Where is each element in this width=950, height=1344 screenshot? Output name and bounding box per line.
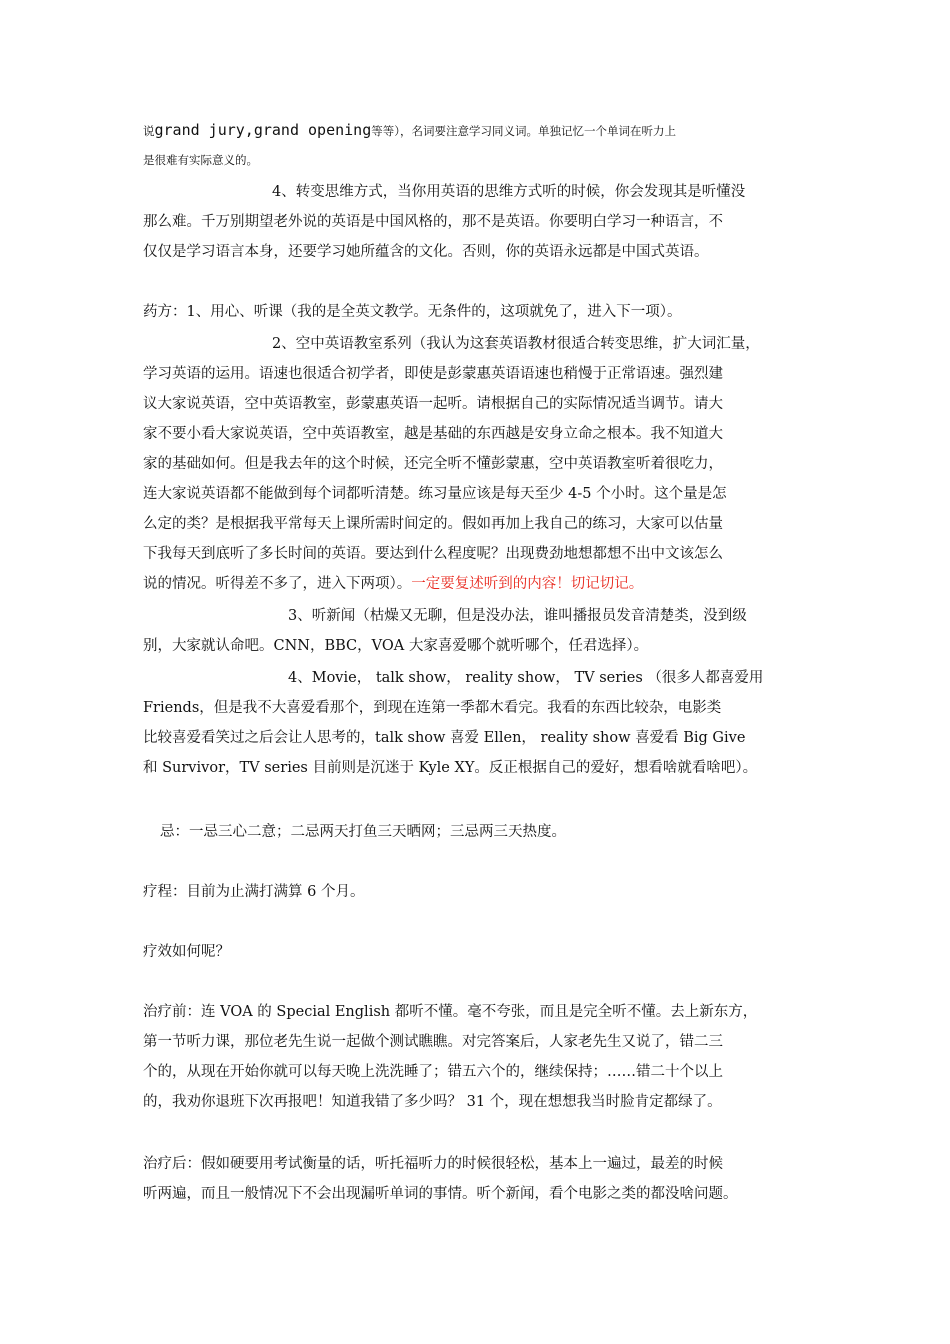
after-treatment-line-1: 治疗后：假如硬要用考试衡量的话，听托福听力的时候很轻松，基本上一遍过，最差的时候 xyxy=(143,1156,723,1172)
highlighted-reminder: 一定要复述听到的内容！切记切记。 xyxy=(411,576,644,592)
paragraph-thinking-line-2: 那么难。千万别期望老外说的英语是中国风格的，那不是英语。你要明白学习一种语言，不 xyxy=(143,214,723,230)
paragraph-vocab-line-2: 是很难有实际意义的。 xyxy=(143,153,258,167)
paragraph-thinking-line-1: 4、转变思维方式，当你用英语的思维方式听的时候，你会发现其是听懂没 xyxy=(272,184,746,200)
effect-question-line: 疗效如何呢？ xyxy=(143,944,230,960)
prescription-2-line-2: 学习英语的运用。语速也很适合初学者，即使是彭蒙惠英语语速也稍慢于正常语速。强烈建 xyxy=(143,366,723,382)
paragraph-thinking-line-3: 仅仅是学习语言本身，还要学习她所蕴含的文化。否则，你的英语永远都是中国式英语。 xyxy=(143,244,709,260)
prescription-4-line-2: Friends，但是我不大喜爱看那个，到现在连第一季都木看完。我看的东西比较杂，电影类 xyxy=(143,700,722,716)
prescription-2-line-6: 连大家说英语都不能做到每个词都听清楚。练习量应该是每天至少 4-5 个小时。这个量是怎 xyxy=(143,486,727,502)
prescription-4-line-1: 4、Movie， talk show， reality show， TV series （很多人都喜爱用 xyxy=(288,670,764,686)
prescription-2-line-8: 下我每天到底听了多长时间的英语。要达到什么程度呢？出现费劲地想都想不出中文该怎么 xyxy=(143,546,723,562)
prescription-2-line-3: 议大家说英语，空中英语教室，彭蒙惠英语一起听。请根据自己的实际情况适当调节。请大 xyxy=(143,396,723,412)
prescription-3-line-1: 3、听新闻（枯燥又无聊，但是没办法，谁叫播报员发音清楚类，没到级 xyxy=(288,608,747,624)
course-duration-line: 疗程：目前为止满打满算 6 个月。 xyxy=(143,884,365,900)
prescription-4-line-4: 和 Survivor，TV series 目前则是沉迷于 Kyle XY。反正根据自己的爱好，想看啥就看啥吧）。 xyxy=(143,760,758,776)
text-run: 说的情况。听得差不多了，进入下两项）。 xyxy=(143,576,412,592)
prescription-3-line-2: 别，大家就认命吧。CNN，BBC，VOA 大家喜爱哪个就听哪个，任君选择）。 xyxy=(143,638,649,654)
text-run: 等等），名词要注意学习同义词。单独记忆一个单词在听力上 xyxy=(371,124,676,138)
prescription-2-line-9 xyxy=(143,574,643,594)
prescription-2-line-4: 家不要小看大家说英语，空中英语教室，越是基础的东西越是安身立命之根本。我不知道大 xyxy=(143,426,723,442)
prescription-2-line-1: 2、空中英语教室系列（我认为这套英语教材很适合转变思维，扩大词汇量， xyxy=(272,336,760,352)
before-treatment-line-2: 第一节听力课，那位老先生说一起做个测试瞧瞧。对完答案后，人家老先生又说了，错二三 xyxy=(143,1034,723,1050)
prescription-2-line-7: 么定的类？是根据我平常每天上课所需时间定的。假如再加上我自己的练习，大家可以估量 xyxy=(143,516,723,532)
before-treatment-line-4: 的，我劝你退班下次再报吧！知道我错了多少吗？ 31 个，现在想想我当时脸肯定都绿了。 xyxy=(143,1094,722,1110)
after-treatment-line-2: 听两遍，而且一般情况下不会出现漏听单词的事情。听个新闻，看个电影之类的都没啥问题。 xyxy=(143,1186,738,1202)
before-treatment-line-1: 治疗前：连 VOA 的 Special English 都听不懂。毫不夸张，而且是完全听不懂。去上新东方， xyxy=(143,1004,758,1020)
english-phrase: grand jury,grand opening xyxy=(154,121,372,139)
prescription-line-1: 药方：1、用心、听课（我的是全英文教学。无条件的，这项就免了，进入下一项）。 xyxy=(143,304,682,320)
text-run: 说 xyxy=(143,124,155,138)
prescription-2-line-5: 家的基础如何。但是我去年的这个时候，还完全听不懂彭蒙惠，空中英语教室听着很吃力， xyxy=(143,456,723,472)
before-treatment-line-3: 个的，从现在开始你就可以每天晚上洗洗睡了；错五六个的，继续保持；……错二十个以上 xyxy=(143,1064,723,1080)
paragraph-vocab-line-1 xyxy=(143,120,676,141)
taboo-line: 忌：一忌三心二意；二忌两天打鱼三天晒网；三忌两三天热度。 xyxy=(160,824,566,840)
prescription-4-line-3: 比较喜爱看笑过之后会让人思考的，talk show 喜爱 Ellen， reality show 喜爱看 Big Give xyxy=(143,730,746,746)
